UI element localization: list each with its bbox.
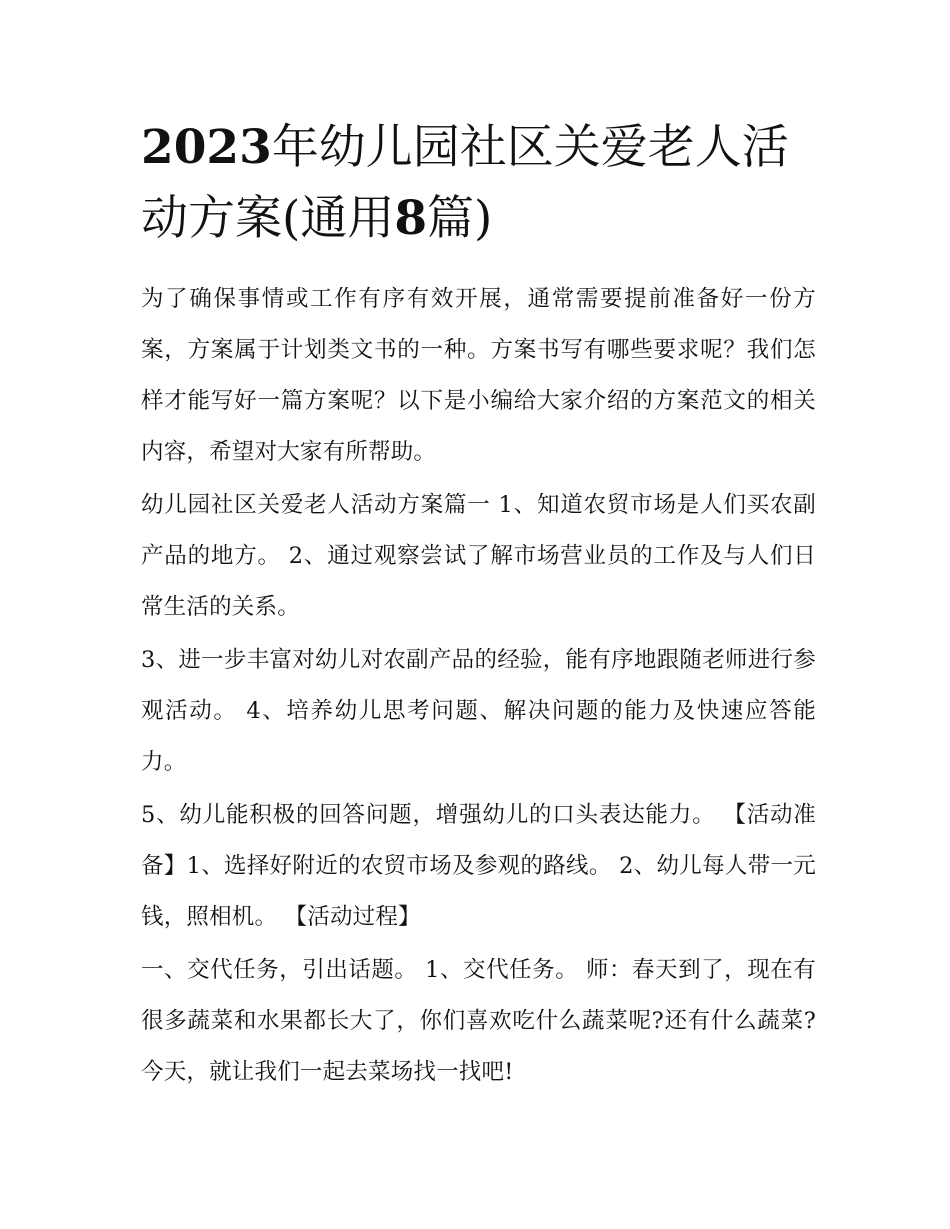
- title-number: 8: [394, 191, 428, 246]
- document-title: [141, 112, 816, 254]
- document-page: [141, 112, 816, 1100]
- intro-paragraph: 为了确保事情或工作有序有效开展，通常需要提前准备好一份方案，方案属于计划类文书的一种。方案书写有哪些要求呢？我们怎样才能写好一篇方案呢？以下是小编给大家介绍的方案范文的相关内容，希望对大家有所帮助。: [141, 286, 816, 465]
- body-paragraph-4: 一、交代任务，引出话题。 1、交代任务。 师：春天到了，现在有很多蔬菜和水果都长大了，你们喜欢吃什么蔬菜呢?还有什么蔬菜?今天，就让我们一起去菜场找一找吧!: [141, 957, 816, 1085]
- title-text-part1: 年幼儿园社区关爱老人活动方案(通用: [141, 120, 789, 246]
- body-paragraph-1: 幼儿园社区关爱老人活动方案篇一 1、知道农贸市场是人们买农副产品的地方。 2、通过观察尝试了解市场营业员的工作及与人们日常生活的关系。: [141, 492, 816, 620]
- title-year: 2023: [141, 120, 272, 175]
- body-paragraph-2: 3、进一步丰富对幼儿对农副产品的经验，能有序地跟随老师进行参观活动。 4、培养幼儿思考问题、解决问题的能力及快速应答能力。: [141, 647, 816, 775]
- body-paragraph-3: 5、幼儿能积极的回答问题，增强幼儿的口头表达能力。 【活动准备】1、选择好附近的农贸市场及参观的路线。 2、幼儿每人带一元钱，照相机。 【活动过程】: [141, 802, 816, 930]
- title-text-part2: 篇): [427, 191, 493, 246]
